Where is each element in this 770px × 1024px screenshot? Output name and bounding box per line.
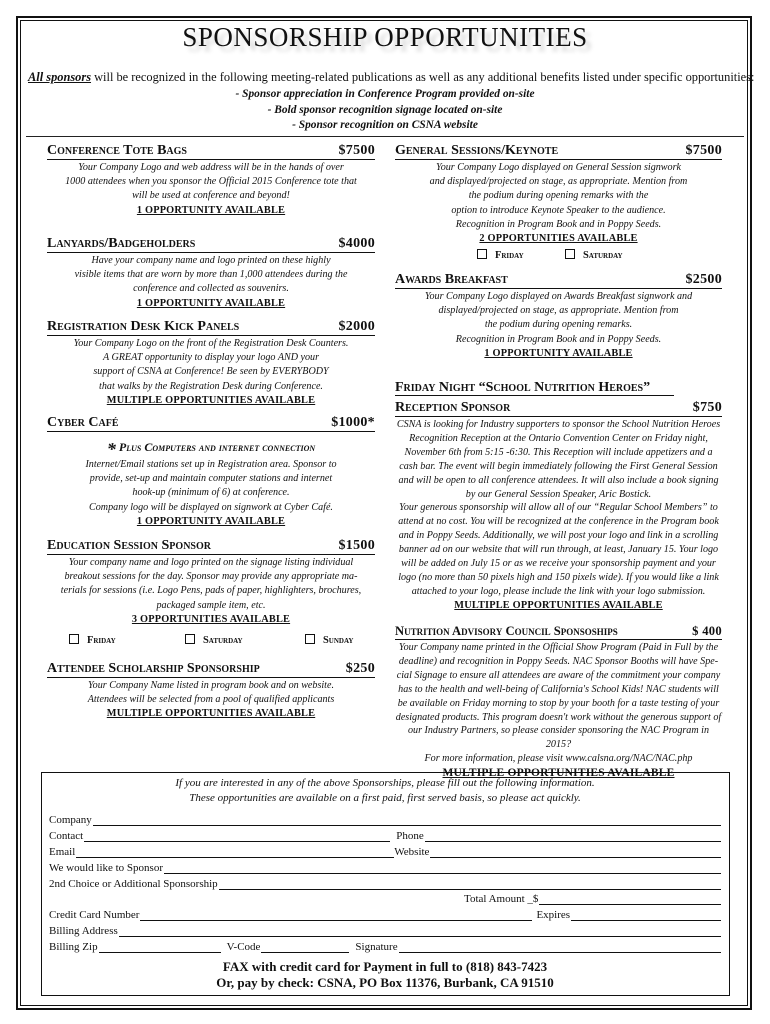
email-website-row [49,844,721,858]
field-label: Phone [396,830,424,842]
section-friday-reception [395,380,722,613]
total-amount-row [49,891,721,905]
availability-note: MULTIPLE OPPORTUNITIES AVAILABLE [106,708,316,720]
intro-rest: will be recognized in the following meeting-related publications as well as any additional benefits listed under specific opportunities: [91,70,755,84]
availability-note: MULTIPLE OPPORTUNITIES AVAILABLE [106,394,316,406]
section-price: $4000 [338,236,375,251]
availability-note: MULTIPLE OPPORTUNITIES AVAILABLE [454,599,663,611]
saturday-option[interactable]: Saturday [185,634,243,646]
section-education-session [47,538,375,650]
intro-bullet: - Bold sponsor recognition signage located on-site [267,103,503,116]
intro-bullet: - Sponsor recognition on CSNA website [292,119,478,131]
section-description: Your Company Name listed in program book and on website. Attendees will be selected from a pool of qualified applicants [87,680,335,706]
field-label: Expires [536,909,571,921]
section-registration-desk [47,319,375,408]
section-description: Internet/Email stations set up in Registration area. Sponsor to provide, set-up and maintain computer stations and internet hook-up (minimum of 6) at conference. Company logo will be displayed on signwork at Cyber Café. [85,459,337,513]
section-heading: Attendee Scholarship Sponsorship $250 [47,661,375,676]
sponsor-choice-input[interactable] [164,863,721,874]
intro-bullets [0,87,770,134]
checkbox[interactable] [305,634,315,644]
section-price: $2500 [685,272,722,287]
contact-input[interactable] [84,831,390,842]
section-price: $1500 [338,538,375,553]
field-label: Credit Card Number [49,909,140,921]
section-lanyards [47,236,375,311]
section-general-sessions [395,143,722,265]
checkbox[interactable] [477,249,487,259]
billing-address-input[interactable] [119,926,721,937]
section-description: Your company name and logo printed on the signage listing individual breakout sessions for the day. Sponsor may provide any appropriate ma- terials for sessions (i.e. Logo Pens, pads of paper, highlighters, brochures, packaged sample item, etc. [60,557,362,611]
section-heading: Registration Desk Kick Panels $2000 [47,319,375,334]
section-attendee-scholarship [47,661,375,722]
availability-note: 2 OPPORTUNITIES AVAILABLE [479,233,638,245]
section-heading: Awards Breakfast $2500 [395,272,722,287]
company-input[interactable] [93,815,721,826]
intro-bullet: - Sponsor appreciation in Conference Program provided on-site [235,88,535,100]
asterisk-mark: * [106,439,116,459]
section-price: $7500 [685,143,722,158]
section-price: $750 [692,400,722,415]
section-description: Your Company Logo displayed on Awards Breakfast signwork and displayed/projected on stage, as appropriate. Mention from the podium during opening remarks. Recognition in Program Book and in Poppy Seeds. [424,291,693,345]
signature-input[interactable] [399,942,721,953]
friday-option[interactable]: Friday [69,634,116,646]
contact-phone-row [49,828,721,842]
checkbox[interactable] [565,249,575,259]
second-choice-field[interactable] [49,876,721,890]
field-label: Billing Address [49,925,118,937]
section-cyber-cafe [47,415,375,529]
sponsor-choice-field[interactable] [49,860,721,874]
credit-card-input[interactable] [140,910,532,921]
section-description: Your Company Logo on the front of the Registration Desk Counters. A GREAT opportunity to display your logo AND your support of CSNA at Conference! Be seen by EVERYBODY that walks by the Registration Desk during Conference. [73,338,349,392]
section-heading: Education Session Sponsor $1500 [47,538,375,553]
field-label: Signature [355,941,398,953]
cyber-cafe-plus: * Plus Computers and internet connection [106,439,316,459]
vcode-input[interactable] [261,942,349,953]
fax-instructions: FAX with credit card for Payment in full to (818) 843-7423 [222,959,548,974]
availability-note: MULTIPLE OPPORTUNITIES AVAILABLE [442,767,675,780]
section-nac-sponsorships [395,623,722,780]
field-label: Website [394,846,430,858]
email-input[interactable] [76,847,394,858]
billing-zip-row [49,939,721,953]
section-price: $7500 [338,143,375,158]
field-label: V-Code [226,941,261,953]
field-label: Contact [49,830,84,842]
section-description: Your Company name printed in the Official Show Program (Paid in Full by the deadline) and recognition in Poppy Seeds. NAC Sponsor Booths will have Spe- cial Signage to ensure all attendees are aware of the commitment your company has to the health and well-being of California's School Kids! NAC students will be available on Friday morning to stop by your booth for a taste testing of your designated products. This program doesn't work without the generous support of our Industry Partners, so please consider sponsoring the NAC Program in 2015? For more information, please visit www.calsna.org/NAC/NAC.php [395,642,722,765]
credit-card-row [49,907,721,921]
section-heading-line1: Friday Night “School Nutrition Heroes” [395,380,722,396]
intro-lead: All sponsors [28,70,92,84]
section-price: $2000 [338,319,375,334]
section-heading: Reception Sponsor $750 [395,400,722,415]
availability-note: 1 OPPORTUNITY AVAILABLE [136,204,286,216]
field-label: Company [49,814,92,826]
billing-zip-input[interactable] [99,942,221,953]
intro-statement [28,70,755,85]
friday-option[interactable]: Friday [477,249,524,261]
day-options [395,249,722,265]
availability-note: 1 OPPORTUNITY AVAILABLE [484,347,633,359]
section-heading: Lanyards/Badgeholders $4000 [47,236,375,251]
checkbox[interactable] [185,634,195,644]
field-label: We would like to Sponsor [49,862,163,874]
form-instructions: If you are interested in any of the above Sponsorships, please fill out the following information. These opportunities are available on a first paid, first served basis, so please act quickly. [175,777,595,804]
checkbox[interactable] [69,634,79,644]
section-description: Your Company Logo and web address will be in the hands of over 1000 attendees when you sponsor the Official 2015 Conference tote that will be used at conference and beyond! [65,162,357,202]
day-options [47,634,375,650]
page-title: SPONSORSHIP OPPORTUNITIES [182,22,588,52]
availability-note: 3 OPPORTUNITIES AVAILABLE [131,613,291,625]
section-price: $1000* [331,415,375,430]
website-input[interactable] [430,847,721,858]
section-tote-bags [47,143,375,218]
section-price: $250 [345,661,375,676]
company-field[interactable] [49,812,721,826]
expires-input[interactable] [571,910,721,921]
field-label: Email [49,846,76,858]
check-instructions: Or, pay by check: CSNA, PO Box 11376, Burbank, CA 91510 [216,975,554,990]
second-choice-input[interactable] [219,879,721,890]
section-heading: General Sessions/Keynote $7500 [395,143,722,158]
section-awards-breakfast [395,272,722,361]
header-divider [26,136,744,137]
total-amount-input[interactable] [539,894,721,905]
phone-input[interactable] [425,831,721,842]
section-price: $ 400 [692,624,722,638]
saturday-option[interactable]: Saturday [565,249,623,261]
section-heading: Nutrition Advisory Council Sponsoships $ 400 [395,624,722,638]
section-description: CSNA is looking for Industry supporters to sponsor the School Nutrition Heroes Recognition Reception at the Ontario Convention Center on Friday night, November 6th from 5:15 -6:30. This Reception will include appetizers and a cash bar. The event will begin immediately following the First General Session and will be open to all conference attendees. It will also include a book signing by our General Session Speaker, Aric Bostick. Your generous sponsorship will allow all of our “Regular School Members” to attend at no cost. You will be recognized at the conference in the Program book and in Poppy Seeds. Additionally, we will post your logo and link in a scrolling banner ad on our website that will run through, at least, January 15. Your logo will be added on July 15 or as we receive your sponsorship payment and your logo (no more than 50 pixels high and 150 pixels wide). If you would like a link attached to your logo, please include the link with your logo submission. [396,419,721,597]
billing-address-field[interactable] [49,923,721,937]
section-heading: Conference Tote Bags $7500 [47,143,375,158]
field-label: 2nd Choice or Additional Sponsorship [49,878,218,890]
section-description: Your Company Logo displayed on General Session signwork and displayed/projected on stage, as appropriate. Mention from the podium during opening remarks with the option to introduce Keynote Speaker to the audience. Recognition in Program Book and in Poppy Seeds. [429,162,688,230]
section-description: Have your company name and logo printed on these highly visible items that are worn by more than 1,000 attendees during the conference and collected as souvenirs. [74,255,348,295]
availability-note: 1 OPPORTUNITY AVAILABLE [136,515,286,527]
field-label: Billing Zip [49,941,98,953]
section-heading: Cyber Café $1000* [47,415,375,430]
field-label: Total Amount _$ [464,893,539,905]
availability-note: 1 OPPORTUNITY AVAILABLE [136,297,286,309]
sunday-option[interactable]: Sunday [305,634,353,646]
